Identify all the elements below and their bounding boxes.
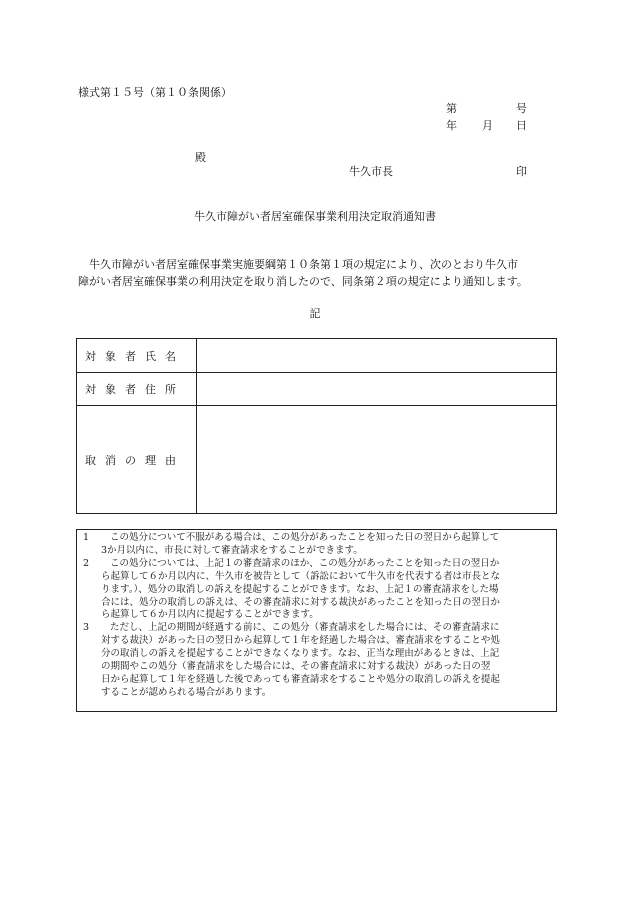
table-row-cancellation-reason: [77, 406, 557, 514]
document-title: 牛久市障がい者居室確保事業利用決定取消通知書: [194, 210, 436, 223]
note-line: この処分について不服がある場合は、この処分があったことを知った日の翌日から起算して: [110, 532, 500, 543]
notice-body-line-1: 牛久市障がい者居室確保事業実施要綱第１０条第１項の規定により、次のとおり牛久市: [89, 258, 518, 271]
note-text: [101, 532, 550, 558]
date-month-label: 月: [482, 119, 493, 132]
cancellation-reason-label: 取消の理由: [77, 406, 197, 514]
appeal-notes-box: [76, 529, 557, 712]
notice-body-line-2: 障がい者居室確保事業の利用決定を取り消したので、同条第２項の規定により通知します。: [78, 275, 528, 288]
cancellation-reason-field[interactable]: [197, 406, 557, 514]
note-line: 分の取消しの訴えを提起することができなくなります。なお、正当な理由があるときは、上記: [101, 648, 500, 660]
addressee-suffix: 殿: [195, 151, 206, 164]
note-line: 対する裁決）があった日の翌日から起算して１年を経過した場合は、審査請求をすることや処: [101, 635, 500, 647]
seal-mark: 印: [516, 165, 527, 178]
note-line: 3か月以内に、市長に対して審査請求をすることができます。: [101, 544, 363, 556]
subject-name-label: 対象者氏名: [77, 339, 197, 373]
document-number-unit: 号: [516, 102, 527, 115]
document-number-label: 第: [446, 102, 457, 115]
note-line: ら起算して６か月以内に、牛久市を被告として（訴訟において牛久市を代表する者は市長とな: [101, 570, 501, 582]
sender-name: 牛久市長: [349, 165, 393, 178]
form-number: 様式第１５号（第１０条関係）: [78, 86, 232, 99]
subject-address-field[interactable]: [197, 373, 557, 406]
subject-info-table: [76, 338, 557, 514]
note-number: 2: [83, 557, 90, 569]
note-line: ら起算して６か月以内に提起することができます。: [101, 609, 319, 621]
note-line: の期間やこの処分（審査請求をした場合には、その審査請求に対する裁決）があった日の翌: [101, 661, 491, 673]
note-text: [101, 558, 550, 623]
date-day-label: 日: [516, 119, 527, 132]
note-line: 合には、処分の取消しの訴えは、その審査請求に対する裁決があったことを知った日の翌日か: [101, 596, 500, 608]
note-item: [83, 532, 550, 558]
note-line: ただし、上記の期間が経過する前に、この処分（審査請求をした場合には、その審査請求に: [110, 622, 500, 634]
note-item: [83, 622, 550, 699]
note-text: [101, 622, 550, 699]
notice-body: [78, 256, 558, 290]
note-line: ります。）、処分の取消しの訴えを提起することができます。なお、上記１の審査請求をした場: [101, 583, 499, 595]
note-number: 1: [83, 532, 90, 543]
ki-heading: 記: [309, 307, 321, 320]
note-number: 3: [83, 622, 90, 634]
note-item: [83, 558, 550, 623]
table-row-subject-name: [77, 339, 557, 373]
table-row-subject-address: [77, 373, 557, 406]
note-line: この処分については、上記１の審査請求のほか、この処分があったことを知った日の翌日か: [110, 557, 500, 569]
note-line: 日から起算して１年を経過した後であっても審査請求をすることや処分の取消しの訴えを提起: [101, 673, 500, 685]
subject-address-label: 対象者住所: [77, 373, 197, 406]
note-line: することが認められる場合があります。: [101, 686, 272, 698]
subject-name-field[interactable]: [197, 339, 557, 373]
date-year-label: 年: [446, 119, 457, 132]
